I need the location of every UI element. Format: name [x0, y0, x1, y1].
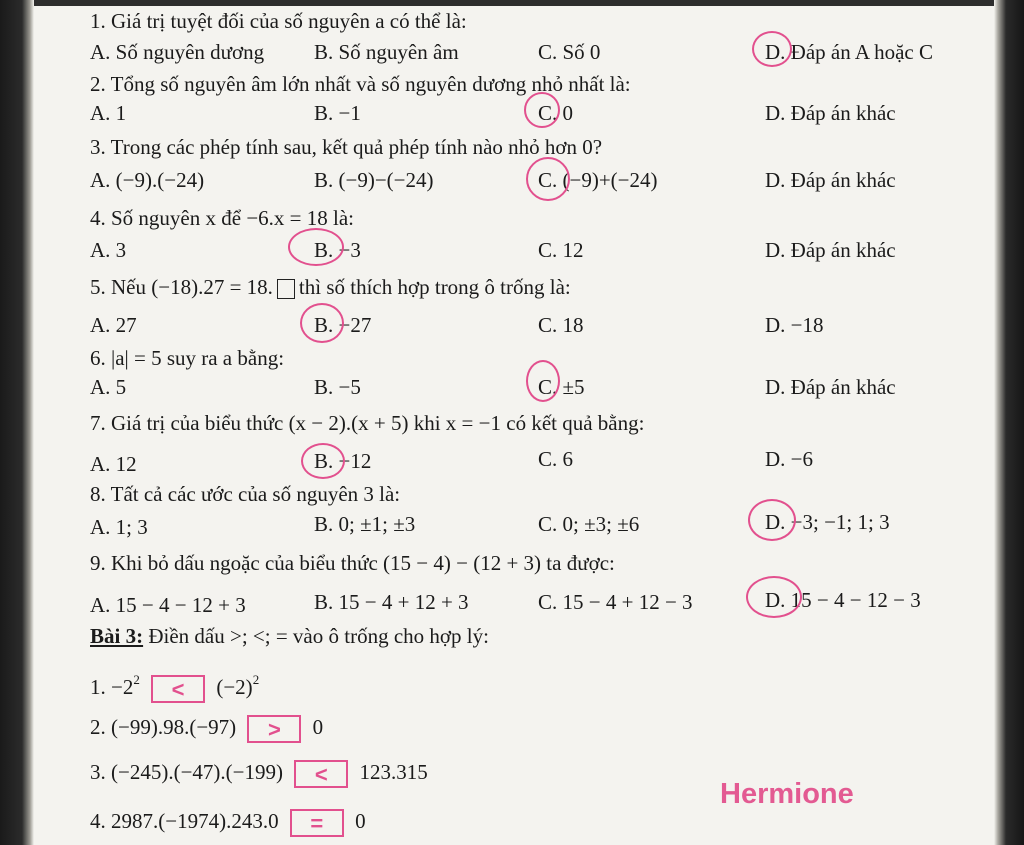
q5-option-a: A. 27 — [90, 313, 137, 337]
q1-option-c: C. Số 0 — [538, 40, 601, 64]
q2-option-a: A. 1 — [90, 101, 127, 125]
bai3-item-3-right: 123.315 — [359, 760, 428, 784]
bai3-heading: Bài 3: — [90, 624, 144, 648]
q6-option-a: A. 5 — [90, 375, 127, 399]
q9-option-d: D. 15 − 4 − 12 − 3 — [765, 588, 921, 612]
answer-circle-q5 — [300, 303, 344, 343]
answer-circle-q3 — [526, 157, 570, 201]
answer-box-2: > — [247, 715, 301, 743]
question-9: 9. Khi bỏ dấu ngoặc của biểu thức (15 − 4) − (12 + 3) ta được: — [90, 551, 615, 575]
bai3-item-3-left: 3. (−245).(−47).(−199) — [90, 760, 283, 784]
photo-left-edge — [0, 0, 34, 845]
q2-option-c: C. 0 — [538, 101, 574, 125]
question-8: 8. Tất cả các ước của số nguyên 3 là: — [90, 482, 401, 506]
q9-option-c: C. 15 − 4 + 12 − 3 — [538, 590, 693, 614]
bai3-item-3 — [90, 759, 428, 788]
blank-square — [277, 279, 295, 299]
q9-option-b: B. 15 − 4 + 12 + 3 — [314, 590, 469, 614]
q1-option-a: A. Số nguyên dương — [90, 40, 265, 64]
bai3-item-4-right: 0 — [355, 809, 366, 833]
q7-option-d: D. −6 — [765, 447, 814, 471]
photo-right-edge — [994, 0, 1024, 845]
answer-circle-q7 — [301, 443, 345, 479]
q7-option-c: C. 6 — [538, 447, 574, 471]
q6-option-b: B. −5 — [314, 375, 361, 399]
bai3-item-1-left-base: 1. −2 — [90, 675, 134, 699]
answer-circle-q6 — [526, 360, 560, 402]
q1-option-b: B. Số nguyên âm — [314, 40, 459, 64]
q4-option-a: A. 3 — [90, 238, 127, 262]
q2-option-d: D. Đáp án khác — [765, 101, 896, 125]
q4-option-c: C. 12 — [538, 238, 584, 262]
bai3-item-4-left: 4. 2987.(−1974).243.0 — [90, 809, 279, 833]
question-2: 2. Tổng số nguyên âm lớn nhất và số nguyên dương nhỏ nhất là: — [90, 72, 631, 96]
q2-option-b: B. −1 — [314, 101, 361, 125]
answer-circle-q1 — [752, 31, 792, 67]
q3-option-a: A. (−9).(−24) — [90, 168, 205, 192]
answer-box-3: < — [294, 760, 348, 788]
answer-box-4: = — [290, 809, 344, 837]
q3-option-c: C. (−9)+(−24) — [538, 168, 658, 192]
bai3-instruction: Điền dấu >; <; = vào ô trống cho hợp lý: — [148, 624, 489, 648]
bai3-header — [90, 623, 489, 649]
photo-top-edge — [0, 0, 1024, 6]
q7-option-b: B. −12 — [314, 449, 372, 473]
q6-option-d: D. Đáp án khác — [765, 375, 896, 399]
question-1: 1. Giá trị tuyệt đối của số nguyên a có thể là: — [90, 9, 467, 33]
q5-option-d: D. −18 — [765, 313, 824, 337]
q1-option-d: D. Đáp án A hoặc C — [765, 40, 933, 64]
question-5 — [90, 274, 571, 300]
bai3-item-4 — [90, 808, 366, 837]
q4-option-b: B. −3 — [314, 238, 361, 262]
question-5-text-before: 5. Nếu (−18).27 = 18. — [90, 275, 273, 299]
bai3-item-1-right-exp: 2 — [252, 672, 260, 687]
bai3-item-2-left: 2. (−99).98.(−97) — [90, 715, 237, 739]
q4-option-d: D. Đáp án khác — [765, 238, 896, 262]
q3-option-b: B. (−9)−(−24) — [314, 168, 434, 192]
question-7: 7. Giá trị của biểu thức (x − 2).(x + 5) khi x = −1 có kết quả bằng: — [90, 411, 645, 435]
question-6: 6. |a| = 5 suy ra a bằng: — [90, 346, 285, 370]
answer-box-1: < — [151, 675, 205, 703]
bai3-item-1-right-base: (−2) — [216, 675, 253, 699]
q5-option-b: B. −27 — [314, 313, 372, 337]
bai3-item-2 — [90, 714, 323, 743]
q6-option-c: C. ±5 — [538, 375, 585, 399]
q8-option-c: C. 0; ±3; ±6 — [538, 512, 640, 536]
answer-circle-q4 — [288, 228, 344, 266]
question-3: 3. Trong các phép tính sau, kết quả phép tính nào nhỏ hơn 0? — [90, 135, 603, 159]
q8-option-b: B. 0; ±1; ±3 — [314, 512, 416, 536]
watermark-signature: Hermione — [720, 778, 854, 810]
bai3-item-1 — [90, 667, 259, 703]
q7-option-a: A. 12 — [90, 452, 137, 476]
bai3-item-1-left-exp: 2 — [133, 672, 140, 687]
question-5-text-after: thì số thích hợp trong ô trống là: — [298, 275, 571, 299]
q3-option-d: D. Đáp án khác — [765, 168, 896, 192]
q5-option-c: C. 18 — [538, 313, 584, 337]
answer-circle-q9 — [746, 576, 802, 618]
question-4: 4. Số nguyên x để −6.x = 18 là: — [90, 206, 354, 230]
answer-circle-q2 — [524, 92, 560, 128]
q8-option-d: D. −3; −1; 1; 3 — [765, 510, 890, 534]
answer-circle-q8 — [748, 499, 796, 541]
q8-option-a: A. 1; 3 — [90, 515, 148, 539]
q9-option-a: A. 15 − 4 − 12 + 3 — [90, 593, 246, 617]
bai3-item-2-right: 0 — [312, 715, 324, 739]
